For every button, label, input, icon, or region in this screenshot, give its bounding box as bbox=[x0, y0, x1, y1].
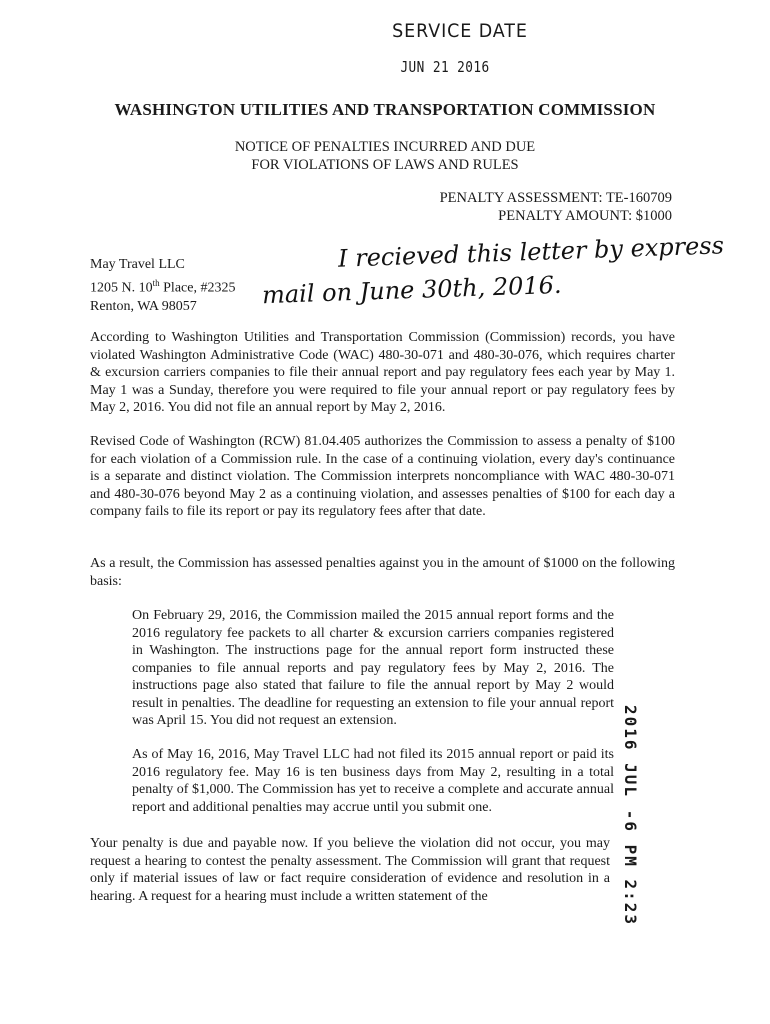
recipient-street bbox=[90, 274, 235, 298]
service-date-value: JUN 21 2016 bbox=[400, 58, 490, 76]
penalty-block bbox=[440, 189, 672, 225]
street-ordinal: th bbox=[152, 278, 160, 288]
handwritten-note-line1: I recieved this letter by express bbox=[337, 231, 725, 273]
agency-heading: WASHINGTON UTILITIES AND TRANSPORTATION COMMISSION bbox=[114, 100, 656, 119]
paragraph-mailing: On February 29, 2016, the Commission mailed the 2015 annual report forms and the 2016 regulatory fee packets to all charter & excursion carriers companies registered in Washington. The instructions page for the annual report form instructed these companies to file annual reports and pay regulatory fees by May 2, 2016. The instructions page also stated that failure to file the annual report by May 2 would result in penalties. The deadline for requesting an extension to file your annual report was April 15. You did not request an extension. bbox=[132, 608, 614, 728]
recipient-city: Renton, WA 98057 bbox=[90, 298, 197, 314]
recipient-address bbox=[90, 256, 235, 316]
penalty-assessment-number: PENALTY ASSESSMENT: TE-160709 bbox=[439, 190, 672, 206]
recipient-name: May Travel LLC bbox=[90, 257, 185, 272]
service-date-stamp: SERVICE DATE bbox=[392, 20, 528, 42]
paragraph-violation: According to Washington Utilities and Transportation Commission (Commission) records, you have violated Washington Administrative Code (WAC) 480-30-071 and 480-30-076, which requires charter & excursion carriers companies to file their annual report and pay regulatory fees each year by May 1. May 1 was a Sunday, therefore you were required to file your annual report or pay regulatory fees by May 2, 2016. You did not file an annual report by May 2, 2016. bbox=[90, 330, 675, 415]
paragraph-status: As of May 16, 2016, May Travel LLC had not filed its 2015 annual report or paid its 2016 regulatory fee. May 16 is ten business days from May 2, resulting in a total penalty of $1,000. The Commission has yet to receive a complete and accurate annual report and additional penalties may accrue until you submit one. bbox=[132, 747, 614, 815]
notice-title-line2: FOR VIOLATIONS OF LAWS AND RULES bbox=[251, 157, 519, 173]
paragraph-result: As a result, the Commission has assessed penalties against you in the amount of $1000 on the following basis: bbox=[90, 556, 675, 589]
street-number: 1205 N. 10 bbox=[90, 280, 153, 296]
notice-title-line1: NOTICE OF PENALTIES INCURRED AND DUE bbox=[234, 139, 536, 155]
received-date-stamp: 2016 JUL -6 PM 2:23 bbox=[621, 705, 640, 927]
paragraph-rcw: Revised Code of Washington (RCW) 81.04.405 authorizes the Commission to assess a penalty of $100 for each violation of a Commission rule. In the case of a continuing violation, every day's continuance is a separate and distinct violation. The Commission interprets noncompliance with WAC 480-30-071 and 480-30-076 beyond May 2 as a continuing violation, and assesses penalties of $100 for each day a company fails to file its report or pay its regulatory fees after that date. bbox=[90, 434, 675, 519]
paragraph-payment: Your penalty is due and payable now. If you believe the violation did not occur, you may request a hearing to contest the penalty assessment. The Commission will grant that request only if material issues of law or fact require consideration of evidence and resolution in a hearing. A request for a hearing must include a written statement of the bbox=[90, 836, 610, 904]
street-name: Place, #2325 bbox=[159, 280, 236, 296]
handwritten-note-line2: mail on June 30th, 2016. bbox=[261, 270, 562, 310]
penalty-amount: PENALTY AMOUNT: $1000 bbox=[498, 208, 672, 224]
notice-title bbox=[0, 138, 770, 174]
